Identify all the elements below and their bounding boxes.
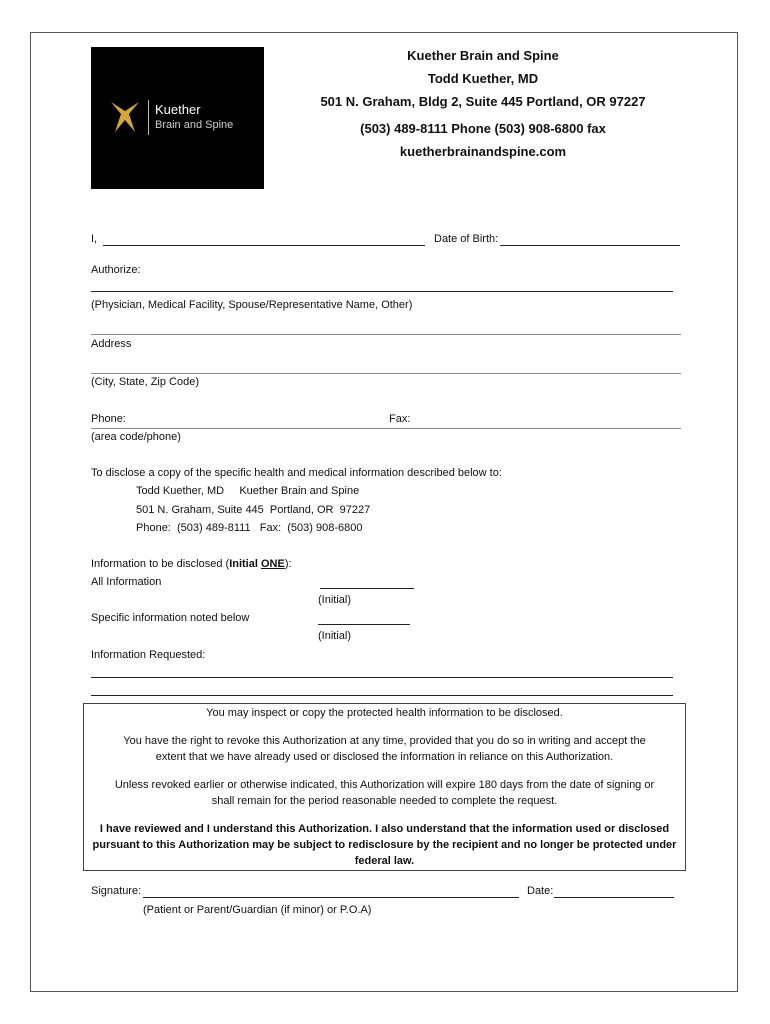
logo-divider: [148, 100, 149, 135]
specific-info-initial-note: (Initial): [318, 630, 352, 642]
notice-revoke-1: You have the right to revoke this Authorization at any time, provided that you do so in writing and accept the: [123, 735, 646, 747]
notice-inspect: You may inspect or copy the protected health information to be disclosed.: [206, 707, 563, 719]
info-requested-line-2[interactable]: [91, 695, 673, 696]
notice-box: [83, 703, 686, 871]
notice-bold-1: I have reviewed and I understand this Authorization. I also understand that the information used or disclosed: [99, 823, 670, 835]
recipient-line-1: Todd Kuether, MD Kuether Brain and Spine: [136, 485, 360, 497]
practice-logo: [91, 47, 264, 189]
specific-info-label: Specific information noted below: [91, 612, 250, 624]
specific-info-initial-field[interactable]: [318, 624, 410, 625]
i-label: I,: [91, 233, 98, 245]
address-field[interactable]: [91, 373, 681, 374]
phone-label: Phone:: [91, 413, 126, 425]
area-note: (area code/phone): [91, 431, 181, 443]
practice-website: kuetherbrainandspine.com: [399, 144, 567, 159]
info-requested-label: Information Requested:: [91, 649, 206, 661]
info-disclosed-label: Information to be disclosed (Initial ONE):: [91, 558, 292, 570]
address-label: Address: [91, 338, 132, 350]
signature-label: Signature:: [91, 885, 142, 897]
recipient-line-2: 501 N. Graham, Suite 445 Portland, OR 97227: [136, 504, 371, 516]
all-info-label: All Information: [91, 576, 162, 588]
dob-label: Date of Birth:: [434, 233, 499, 245]
date-field[interactable]: [554, 897, 674, 898]
authorize-label: Authorize:: [91, 264, 141, 276]
disclose-text: To disclose a copy of the specific health and medical information described below to:: [91, 467, 502, 479]
practice-name: Kuether Brain and Spine: [407, 48, 559, 63]
city-note: (City, State, Zip Code): [91, 376, 199, 388]
logo-name: Kuether: [155, 102, 201, 117]
notice-bold-2: pursuant to this Authorization may be subject to redisclosure by the recipient and no longer be protected under: [92, 839, 677, 851]
logo-tagline: Brain and Spine: [155, 119, 234, 131]
notice-expire-1: Unless revoked earlier or otherwise indicated, this Authorization will expire 180 days from the date of signing or: [114, 779, 655, 791]
signature-field[interactable]: [143, 897, 519, 898]
recipient-line-3: Phone: (503) 489-8111 Fax: (503) 908-6800: [136, 522, 363, 534]
date-label: Date:: [527, 885, 554, 897]
info-requested-line-1[interactable]: [91, 677, 673, 678]
all-info-initial-note: (Initial): [318, 594, 352, 606]
authorize-field[interactable]: [91, 291, 673, 292]
notice-expire-2: shall remain for the period reasonable needed to complete the request.: [211, 795, 558, 807]
practice-phone-fax: (503) 489-8111 Phone (503) 908-6800 fax: [360, 121, 606, 136]
fax-label: Fax:: [389, 413, 411, 425]
doctor-name: Todd Kuether, MD: [427, 71, 539, 86]
all-info-initial-field[interactable]: [320, 588, 414, 589]
notice-bold-3: federal law.: [354, 855, 415, 867]
notice-revoke-2: extent that we have already used or disclosed the information in reliance on this Authorization.: [155, 751, 614, 763]
practice-address: 501 N. Graham, Bldg 2, Suite 445 Portland, OR 97227: [320, 94, 646, 109]
signature-note: (Patient or Parent/Guardian (if minor) or P.O.A): [143, 904, 372, 916]
physician-line[interactable]: [91, 334, 681, 335]
phone-fax-field[interactable]: [91, 428, 681, 429]
physician-note: (Physician, Medical Facility, Spouse/Representative Name, Other): [91, 299, 413, 311]
patient-name-field[interactable]: [103, 245, 425, 246]
figure-logo-icon: [109, 100, 141, 134]
dob-field[interactable]: [500, 245, 680, 246]
